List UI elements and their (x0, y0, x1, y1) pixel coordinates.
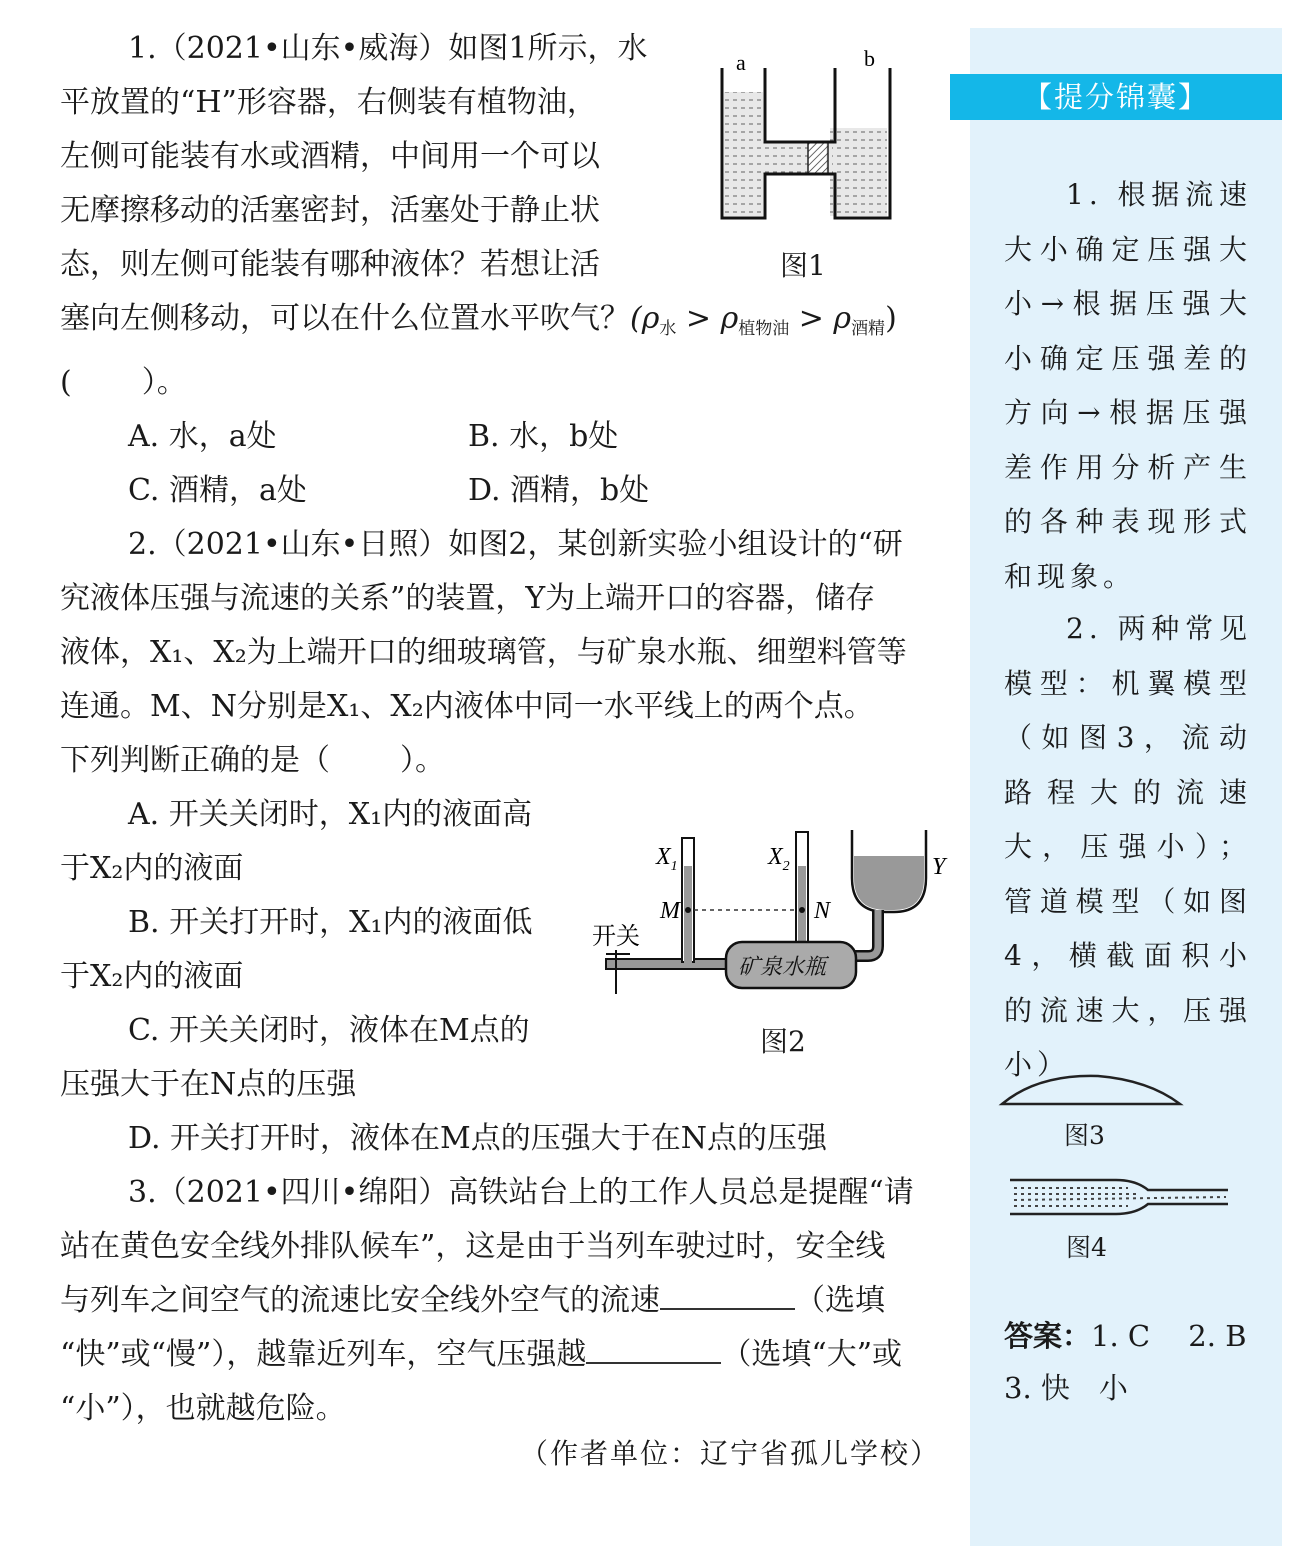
label-y: Y (932, 854, 946, 880)
q3-line: “小”），也就越危险。 (60, 1391, 346, 1426)
sidebar-title: 【提分锦囊】 (950, 74, 1282, 120)
q1-line: 平放置的“H”形容器，右侧装有植物油， (60, 85, 597, 120)
q2-line: 液体，X₁、X₂为上端开口的细玻璃管，与矿泉水瓶、细塑料管等 (60, 635, 907, 670)
label-a: a (736, 50, 746, 75)
q1-line: 态，则左侧可能装有哪种液体？若想让活 (60, 247, 600, 282)
label-bottle: 矿泉水瓶 (738, 955, 827, 980)
q1-option-c: C. 酒精，a处 (128, 473, 307, 508)
q1-line: 1.（2021•山东•威海）如图1所示，水 (128, 31, 648, 66)
q3-line: 与列车之间空气的流速比安全线外空气的流速 （选填 (60, 1274, 950, 1328)
q1-option-d: D. 酒精，b处 (468, 473, 650, 508)
q1-answer-paren: ( ）。 (60, 365, 187, 400)
label-x2: $X_2$ (768, 844, 790, 874)
q3-line: “快”或“慢”），越靠近列车，空气压强越 （选填“大”或 (60, 1328, 950, 1382)
q2-option-a: A. 开关关闭时，X₁内的液面高 (128, 797, 533, 832)
tip-1: 1. 根据流速大小确定压强大小→根据压强大小确定压强差的方向→根据压强差作用分析产生的各种表现形式和现象。 (1004, 178, 1252, 593)
q2-option-c: C. 开关关闭时，液体在M点的 (128, 1013, 530, 1048)
q2-option-b: B. 开关打开时，X₁内的液面低 (128, 905, 533, 940)
q2-option-a-cont: 于X₂内的液面 (60, 851, 244, 886)
q1-options-row-1 (60, 410, 950, 464)
answer-line-1: 答案：1. C 2. B (1004, 1319, 1247, 1353)
label-switch: 开关 (592, 922, 640, 950)
q1-line: 左侧可能装有水或酒精，中间用一个可以 (60, 139, 600, 174)
figure-4-pipe (1008, 1174, 1230, 1220)
author-note: （作者单位：辽宁省孤儿学校） (520, 1437, 941, 1470)
question-3 (60, 1166, 950, 1436)
q2-option-b-cont: 于X₂内的液面 (60, 959, 244, 994)
figure-1-h-container (700, 40, 920, 230)
figure-2-caption: 图2 (760, 1025, 806, 1058)
label-m: M (660, 898, 680, 924)
figure-1-caption: 图1 (780, 249, 826, 282)
tip-2: 2. 两种常见模型：机翼模型（如图3，流动路程大的流速大，压强小）；管道模型（如图4，横截面积小的流速大，压强小） (1004, 612, 1252, 1081)
question-1 (60, 22, 660, 292)
q3-line: 站在黄色安全线外排队候车”，这是由于当列车驶过时，安全线 (60, 1229, 886, 1264)
q2-ask: 下列判断正确的是（ ）。 (60, 743, 445, 778)
q2-line: 究液体压强与流速的关系”的装置，Y为上端开口的容器，储存 (60, 581, 876, 616)
q1-option-b: B. 水，b处 (468, 419, 619, 454)
figure-4-caption: 图4 (1066, 1233, 1107, 1262)
label-b: b (864, 46, 875, 71)
q2-option-c-cont: 压强大于在N点的压强 (60, 1067, 357, 1102)
q1-options-row-2 (60, 464, 950, 518)
q2-line: 2.（2021•山东•日照）如图2，某创新实验小组设计的“研 (128, 527, 903, 562)
q3-blank-2[interactable] (586, 1328, 721, 1364)
q1-line-6: 塞向左侧移动，可以在什么位置水平吹气？$(\rho_水 > \rho_{植物油} > \rho_{酒精})$ (60, 301, 897, 339)
figure-3-wing (998, 1070, 1184, 1112)
figure-2-apparatus (586, 822, 956, 1012)
q3-blank-1[interactable] (660, 1274, 795, 1310)
main-column (60, 22, 950, 1436)
q1-line: 无摩擦移动的活塞密封，活塞处于静止状 (60, 193, 600, 228)
piston (808, 142, 828, 174)
q2-option-d: D. 开关打开时，液体在M点的压强大于在N点的压强 (128, 1121, 828, 1156)
q3-line: 3.（2021•四川•绵阳）高铁站台上的工作人员总是提醒“请 (128, 1175, 914, 1210)
q1-option-a: A. 水，a处 (128, 419, 277, 454)
q2-line: 连通。M、N分别是X₁、X₂内液体中同一水平线上的两个点。 (60, 689, 874, 724)
label-x1: $X_1$ (656, 844, 678, 874)
answer-line-2: 3. 快 小 (1004, 1371, 1128, 1405)
answer-block (1004, 1310, 1264, 1414)
label-n: N (814, 898, 831, 924)
figure-3-caption: 图3 (1064, 1121, 1105, 1150)
